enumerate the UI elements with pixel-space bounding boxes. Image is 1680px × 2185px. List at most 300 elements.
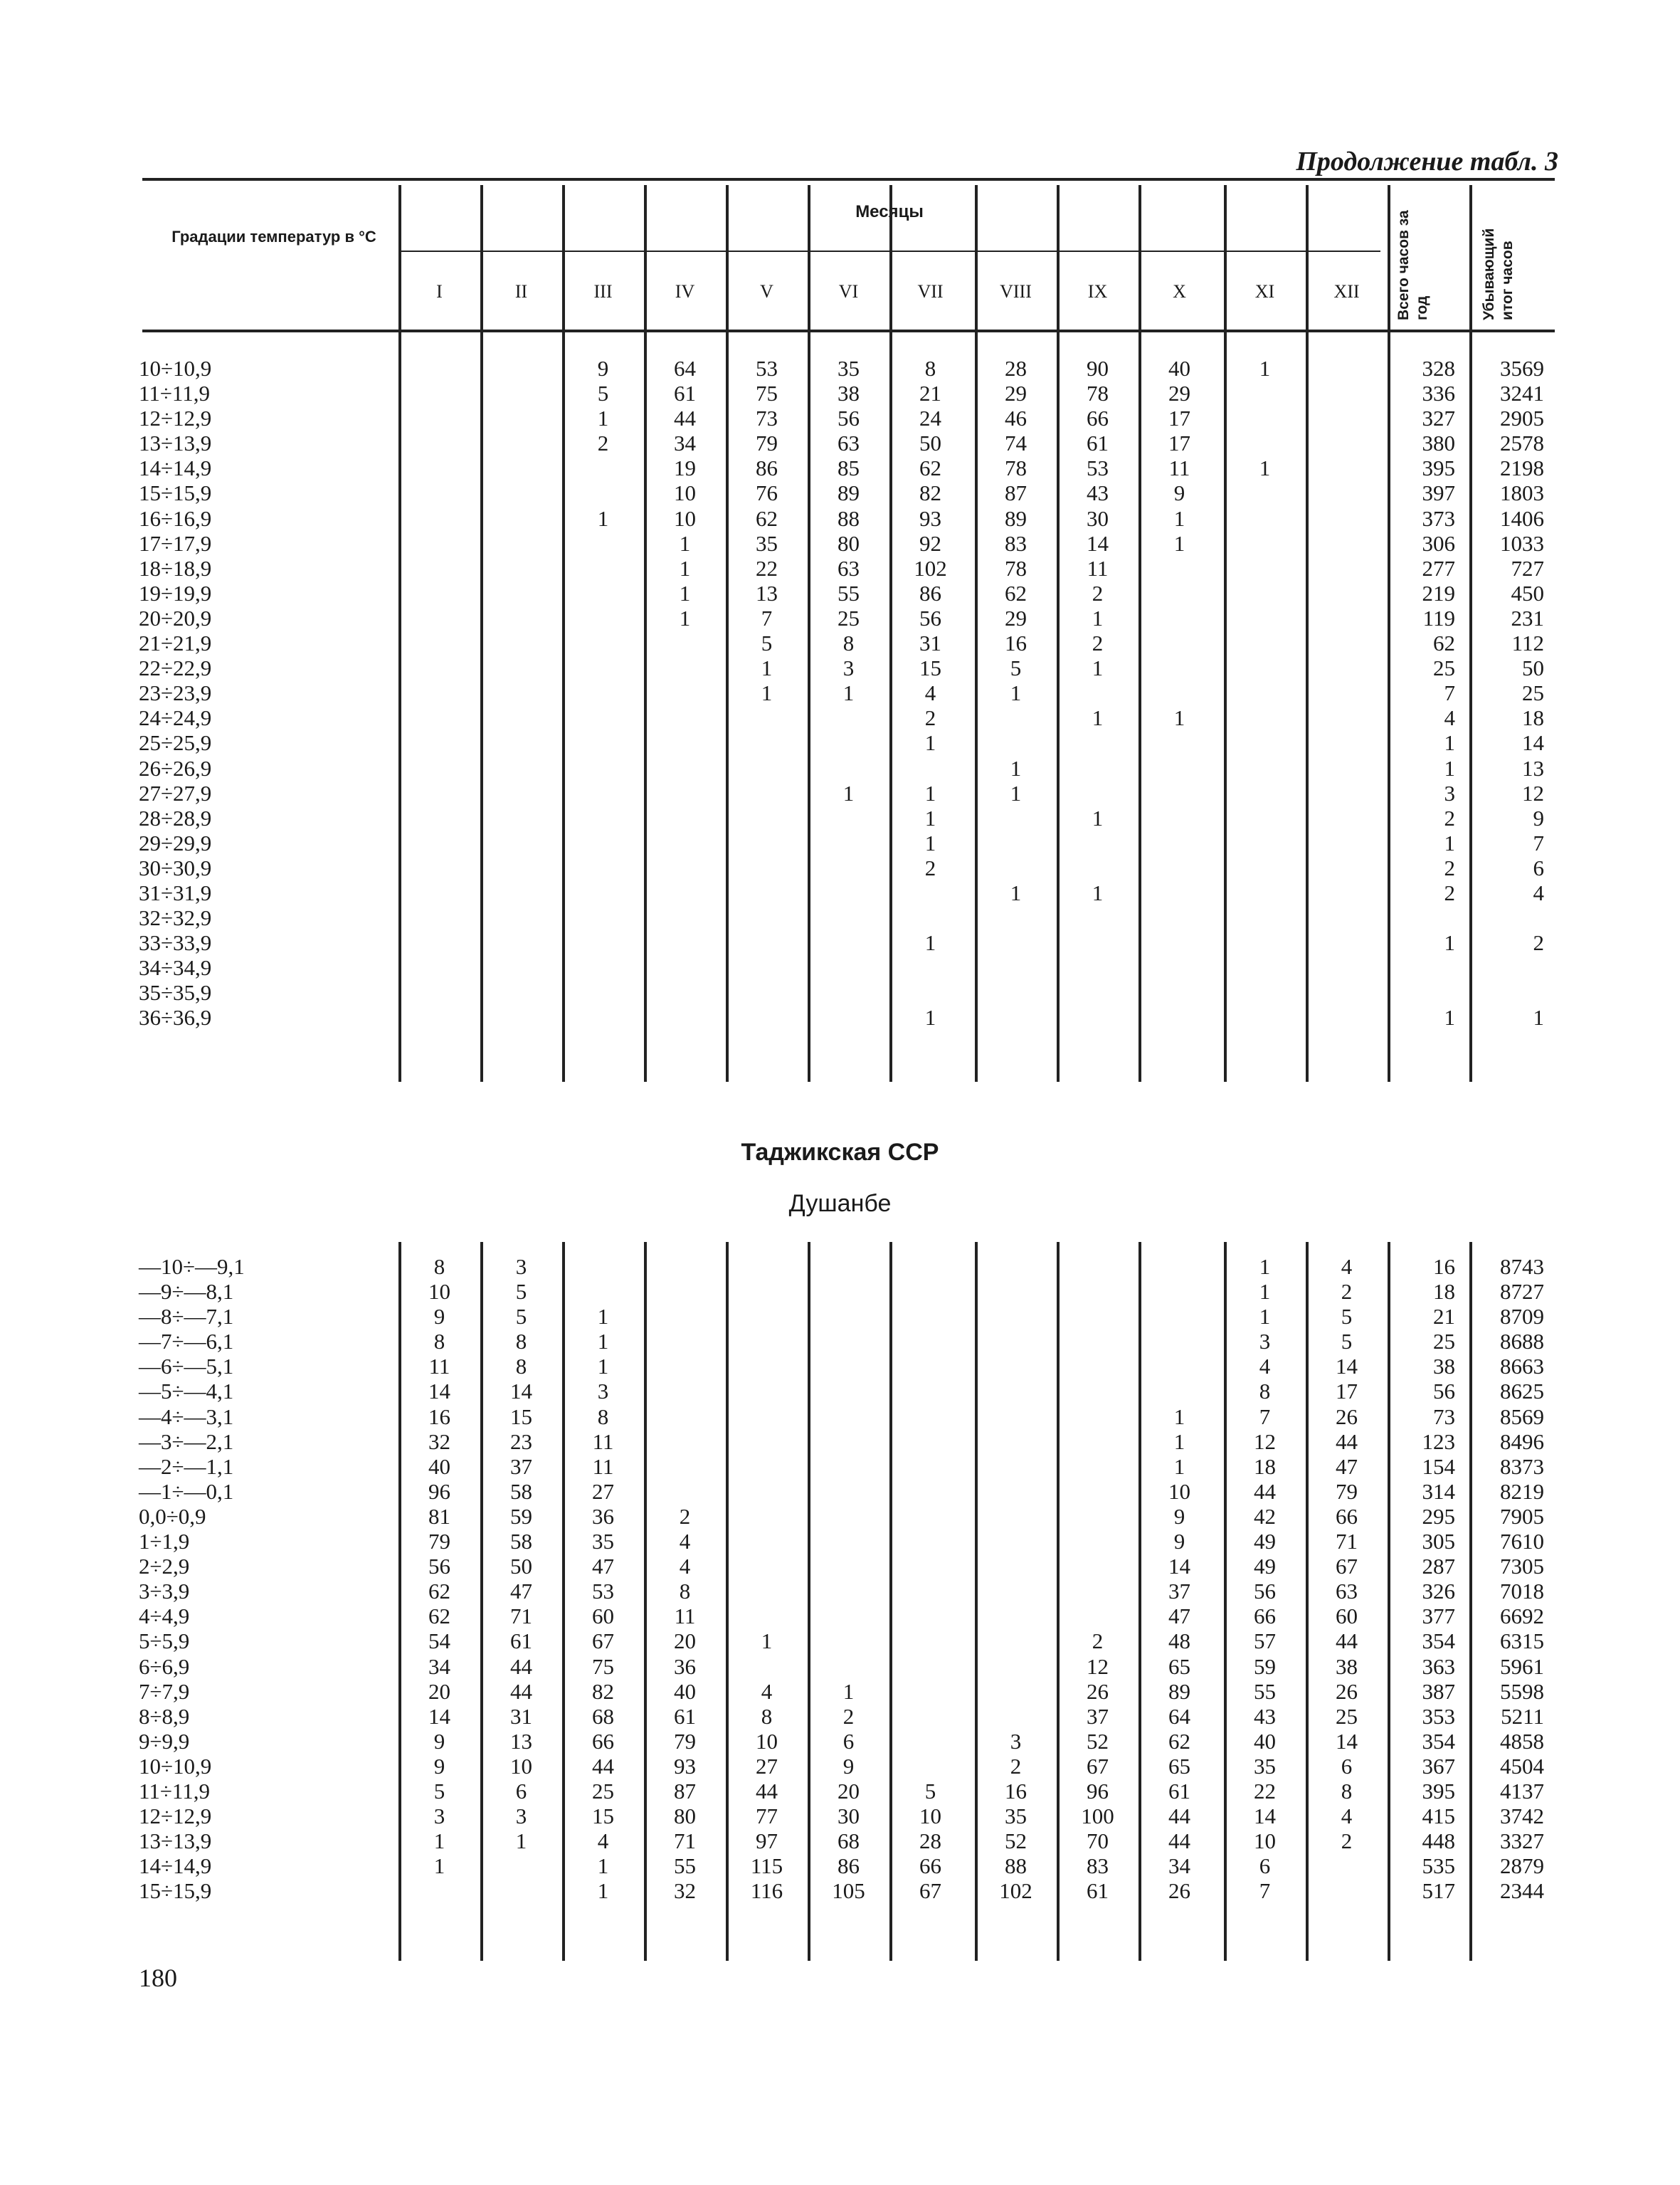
total-cell: 123 (1422, 1428, 1455, 1454)
cumulative-cell: 4137 (1500, 1778, 1544, 1804)
month-cell: 1 (1010, 755, 1022, 781)
temperature-range: 12÷12,9 (139, 406, 212, 431)
cumulative-cell: 14 (1522, 730, 1544, 756)
month-cell: 1 (761, 656, 773, 681)
temperature-range: 32÷32,9 (139, 905, 212, 931)
month-cell: 13 (510, 1728, 532, 1754)
table-row (0, 581, 1680, 606)
month-cell: 49 (1254, 1529, 1276, 1554)
temperature-range: 11÷11,9 (139, 1778, 210, 1804)
month-cell: 4 (1259, 1354, 1271, 1379)
month-cell: 10 (674, 505, 696, 531)
month-cell: 87 (1005, 480, 1027, 506)
month-cell: 65 (1168, 1753, 1190, 1779)
temperature-range: —8÷—7,1 (139, 1304, 234, 1330)
month-cell: 34 (428, 1653, 450, 1679)
month-cell: 8 (924, 356, 936, 381)
month-cell: 7 (1259, 1404, 1271, 1429)
month-cell: 38 (838, 381, 860, 406)
month-header-vi: VI (838, 281, 859, 302)
cumulative-cell: 450 (1511, 580, 1544, 606)
temperature-range: 23÷23,9 (139, 680, 212, 706)
month-cell: 76 (756, 480, 778, 506)
month-cell: 37 (1087, 1703, 1109, 1729)
temperature-range: —5÷—4,1 (139, 1379, 234, 1404)
month-cell: 1 (1092, 805, 1104, 831)
month-cell: 62 (428, 1604, 450, 1629)
month-cell: 14 (1336, 1728, 1358, 1754)
month-cell: 1 (679, 530, 691, 556)
month-cell: 52 (1005, 1828, 1027, 1854)
month-cell: 1 (597, 505, 609, 531)
city-title: Душанбе (788, 1190, 892, 1217)
month-cell: 59 (1254, 1653, 1276, 1679)
month-cell: 82 (919, 480, 941, 506)
temperature-range: 13÷13,9 (139, 431, 212, 456)
temperature-range: 19÷19,9 (139, 580, 212, 606)
month-cell: 1 (924, 805, 936, 831)
month-cell: 71 (1336, 1529, 1358, 1554)
month-cell: 44 (674, 406, 696, 431)
month-cell: 5 (1010, 656, 1022, 681)
month-cell: 66 (1254, 1604, 1276, 1629)
table-row (0, 880, 1680, 905)
month-cell: 79 (1336, 1478, 1358, 1504)
month-cell: 11 (592, 1428, 614, 1454)
total-cell: 327 (1422, 406, 1455, 431)
month-cell: 9 (1173, 1503, 1185, 1529)
month-cell: 68 (838, 1828, 860, 1854)
month-cell: 22 (1254, 1778, 1276, 1804)
month-cell: 44 (592, 1753, 614, 1779)
total-cell: 295 (1422, 1503, 1455, 1529)
month-cell: 2 (597, 431, 609, 456)
month-cell: 44 (1336, 1628, 1358, 1654)
month-cell: 42 (1254, 1503, 1276, 1529)
month-cell: 47 (1336, 1453, 1358, 1479)
month-cell: 5 (597, 381, 609, 406)
month-cell: 32 (428, 1428, 450, 1454)
month-cell: 58 (510, 1529, 532, 1554)
month-cell: 38 (1336, 1653, 1358, 1679)
table-row (0, 1604, 1680, 1628)
month-cell: 6 (515, 1778, 527, 1804)
total-cell: 363 (1422, 1653, 1455, 1679)
month-cell: 80 (674, 1804, 696, 1829)
month-cell: 14 (428, 1703, 450, 1729)
month-cell: 17 (1336, 1379, 1358, 1404)
total-cell: 3 (1444, 780, 1455, 806)
table-row (0, 1654, 1680, 1679)
total-cell: 326 (1422, 1579, 1455, 1604)
month-cell: 29 (1168, 381, 1190, 406)
cumulative-cell: 3569 (1500, 356, 1544, 381)
month-cell: 25 (1336, 1703, 1358, 1729)
table-row (0, 680, 1680, 705)
month-cell: 31 (510, 1703, 532, 1729)
month-cell: 55 (838, 580, 860, 606)
month-cell: 1 (924, 730, 936, 756)
month-cell: 79 (756, 431, 778, 456)
month-cell: 20 (674, 1628, 696, 1654)
temperature-range: 25÷25,9 (139, 730, 212, 756)
temperature-range: 30÷30,9 (139, 855, 212, 880)
month-cell: 56 (1254, 1579, 1276, 1604)
total-year-header: Всего часов за год (1395, 210, 1430, 320)
month-cell: 1 (1173, 1453, 1185, 1479)
temperature-range: 31÷31,9 (139, 880, 212, 905)
total-cell: 380 (1422, 431, 1455, 456)
total-cell: 373 (1422, 505, 1455, 531)
temperature-range: 24÷24,9 (139, 705, 212, 731)
month-cell: 46 (1005, 406, 1027, 431)
month-cell: 1 (924, 780, 936, 806)
cumulative-cell: 50 (1522, 656, 1544, 681)
total-cell: 2 (1444, 880, 1455, 905)
month-cell: 4 (924, 680, 936, 706)
month-cell: 52 (1087, 1728, 1109, 1754)
total-cell: 7 (1444, 680, 1455, 706)
cumulative-cell: 2905 (1500, 406, 1544, 431)
table-row (0, 1853, 1680, 1878)
month-cell: 28 (919, 1828, 941, 1854)
month-cell: 61 (674, 381, 696, 406)
month-cell: 2 (924, 855, 936, 880)
month-cell: 28 (1005, 356, 1027, 381)
table-row (0, 1804, 1680, 1828)
month-cell: 86 (919, 580, 941, 606)
table-row (0, 431, 1680, 456)
table-row (0, 1554, 1680, 1579)
table-row (0, 1779, 1680, 1804)
month-cell: 1 (1259, 1254, 1271, 1279)
total-cell: 397 (1422, 480, 1455, 506)
month-cell: 1 (924, 830, 936, 855)
month-cell: 56 (428, 1554, 450, 1579)
month-cell: 1 (1092, 605, 1104, 631)
month-cell: 27 (592, 1478, 614, 1504)
month-cell: 3 (515, 1254, 527, 1279)
month-cell: 35 (838, 356, 860, 381)
total-cell: 21 (1433, 1304, 1455, 1330)
cumulative-cell: 13 (1522, 755, 1544, 781)
month-cell: 5 (761, 631, 773, 656)
month-cell: 93 (674, 1753, 696, 1779)
month-cell: 43 (1087, 480, 1109, 506)
month-cell: 36 (592, 1503, 614, 1529)
total-cell: 354 (1422, 1628, 1455, 1654)
total-cell: 1 (1444, 830, 1455, 855)
month-cell: 35 (756, 530, 778, 556)
month-cell: 35 (1254, 1753, 1276, 1779)
total-cell: 154 (1422, 1453, 1455, 1479)
month-cell: 15 (919, 656, 941, 681)
month-cell: 11 (1168, 456, 1190, 481)
month-cell: 9 (433, 1304, 445, 1330)
continuation-label: Продолжение табл. 3 (1296, 147, 1558, 177)
month-cell: 1 (924, 930, 936, 956)
month-cell: 56 (838, 406, 860, 431)
month-cell: 4 (679, 1529, 691, 1554)
temperature-range: —2÷—1,1 (139, 1453, 234, 1479)
month-cell: 14 (510, 1379, 532, 1404)
month-cell: 9 (842, 1753, 855, 1779)
temperature-range: 5÷5,9 (139, 1628, 190, 1654)
month-cell: 66 (919, 1853, 941, 1879)
month-cell: 64 (1168, 1703, 1190, 1729)
cumulative-cell: 5598 (1500, 1678, 1544, 1704)
month-cell: 102 (999, 1878, 1032, 1904)
temperature-range: —3÷—2,1 (139, 1428, 234, 1454)
total-cell: 4 (1444, 705, 1455, 731)
month-cell: 56 (919, 605, 941, 631)
month-cell: 1 (597, 1878, 609, 1904)
month-cell: 5 (433, 1778, 445, 1804)
table-row (0, 905, 1680, 930)
total-cell: 1 (1444, 930, 1455, 956)
month-cell: 40 (428, 1453, 450, 1479)
month-cell: 5 (1341, 1329, 1353, 1354)
month-cell: 4 (761, 1678, 773, 1704)
month-cell: 10 (1168, 1478, 1190, 1504)
table-row (0, 1354, 1680, 1379)
month-cell: 1 (1010, 680, 1022, 706)
month-cell: 29 (1005, 381, 1027, 406)
table-row (0, 356, 1680, 381)
temperature-range: 36÷36,9 (139, 1005, 212, 1031)
month-cell: 62 (1005, 580, 1027, 606)
month-cell: 2 (1092, 631, 1104, 656)
temperature-range: 29÷29,9 (139, 830, 212, 855)
month-cell: 55 (1254, 1678, 1276, 1704)
temperature-range: 28÷28,9 (139, 805, 212, 831)
total-cell: 354 (1422, 1728, 1455, 1754)
month-cell: 89 (1168, 1678, 1190, 1704)
month-cell: 2 (1092, 1628, 1104, 1654)
month-cell: 75 (592, 1653, 614, 1679)
month-cell: 24 (919, 406, 941, 431)
month-cell: 11 (674, 1604, 696, 1629)
section-title: Таджикская ССР (741, 1139, 939, 1166)
table-row (0, 1504, 1680, 1529)
month-cell: 116 (750, 1878, 783, 1904)
total-cell: 328 (1422, 356, 1455, 381)
temperature-range: —9÷—8,1 (139, 1279, 234, 1305)
table-row (0, 855, 1680, 880)
month-cell: 87 (674, 1778, 696, 1804)
month-cell: 16 (1005, 1778, 1027, 1804)
month-cell: 1 (679, 555, 691, 581)
cumulative-cell: 6692 (1500, 1604, 1544, 1629)
cumulative-cell: 8569 (1500, 1404, 1544, 1429)
month-cell: 10 (428, 1279, 450, 1305)
table-row (0, 980, 1680, 1005)
cumulative-cell: 7905 (1500, 1503, 1544, 1529)
month-cell: 40 (674, 1678, 696, 1704)
month-cell: 63 (838, 555, 860, 581)
table-row (0, 781, 1680, 806)
month-cell: 61 (1087, 1878, 1109, 1904)
month-cell: 1 (679, 605, 691, 631)
total-cell: 395 (1422, 456, 1455, 481)
table-row (0, 831, 1680, 855)
table-row (0, 1579, 1680, 1604)
month-cell: 1 (1173, 530, 1185, 556)
temperature-range: 16÷16,9 (139, 505, 212, 531)
month-cell: 40 (1254, 1728, 1276, 1754)
month-cell: 1 (1092, 656, 1104, 681)
cumulative-cell: 8496 (1500, 1428, 1544, 1454)
total-cell: 1 (1444, 730, 1455, 756)
month-cell: 1 (842, 680, 855, 706)
month-cell: 44 (1168, 1828, 1190, 1854)
month-cell: 11 (592, 1453, 614, 1479)
month-cell: 61 (510, 1628, 532, 1654)
total-cell: 1 (1444, 755, 1455, 781)
month-cell: 26 (1336, 1404, 1358, 1429)
month-cell: 8 (433, 1254, 445, 1279)
month-cell: 4 (679, 1554, 691, 1579)
total-cell: 448 (1422, 1828, 1455, 1854)
month-cell: 13 (756, 580, 778, 606)
month-cell: 37 (510, 1453, 532, 1479)
cumulative-cell: 2578 (1500, 431, 1544, 456)
month-cell: 73 (756, 406, 778, 431)
total-cell: 277 (1422, 555, 1455, 581)
month-cell: 12 (1087, 1653, 1109, 1679)
month-cell: 12 (1254, 1428, 1276, 1454)
month-cell: 1 (679, 580, 691, 606)
temperature-range: 10÷10,9 (139, 1753, 212, 1779)
month-cell: 2 (1341, 1279, 1353, 1305)
month-cell: 1 (1092, 705, 1104, 731)
month-cell: 26 (1168, 1878, 1190, 1904)
month-cell: 11 (1087, 555, 1109, 581)
month-cell: 1 (1259, 456, 1271, 481)
month-cell: 79 (428, 1529, 450, 1554)
total-cell: 535 (1422, 1853, 1455, 1879)
total-cell: 25 (1433, 656, 1455, 681)
total-cell: 387 (1422, 1678, 1455, 1704)
month-cell: 10 (674, 480, 696, 506)
cumulative-cell: 8743 (1500, 1254, 1544, 1279)
month-cell: 67 (1087, 1753, 1109, 1779)
month-cell: 14 (1336, 1354, 1358, 1379)
month-cell: 17 (1168, 431, 1190, 456)
table-row (0, 1828, 1680, 1853)
month-cell: 6 (1341, 1753, 1353, 1779)
month-cell: 9 (433, 1728, 445, 1754)
month-cell: 50 (919, 431, 941, 456)
cumulative-cell: 3327 (1500, 1828, 1544, 1854)
month-cell: 26 (1336, 1678, 1358, 1704)
month-cell: 36 (674, 1653, 696, 1679)
month-cell: 25 (592, 1778, 614, 1804)
month-cell: 1 (597, 1354, 609, 1379)
total-cell: 367 (1422, 1753, 1455, 1779)
month-header-v: V (760, 281, 773, 302)
month-header-x: X (1173, 281, 1186, 302)
month-header-xi: XI (1254, 281, 1275, 302)
temperature-range: 21÷21,9 (139, 631, 212, 656)
total-cell: 2 (1444, 855, 1455, 880)
month-cell: 48 (1168, 1628, 1190, 1654)
month-cell: 2 (1092, 580, 1104, 606)
month-cell: 3 (1259, 1329, 1271, 1354)
month-cell: 77 (756, 1804, 778, 1829)
table2-body (0, 1254, 1680, 1903)
month-cell: 63 (1336, 1579, 1358, 1604)
month-cell: 26 (1087, 1678, 1109, 1704)
month-cell: 97 (756, 1828, 778, 1854)
total-cell: 56 (1433, 1379, 1455, 1404)
month-cell: 29 (1005, 605, 1027, 631)
table-row (0, 955, 1680, 980)
month-cell: 40 (1168, 356, 1190, 381)
month-cell: 15 (592, 1804, 614, 1829)
cumulative-cell: 8625 (1500, 1379, 1544, 1404)
month-cell: 35 (592, 1529, 614, 1554)
temperature-range: 27÷27,9 (139, 780, 212, 806)
temperature-range: 26÷26,9 (139, 755, 212, 781)
table-row (0, 806, 1680, 831)
month-cell: 30 (838, 1804, 860, 1829)
total-cell: 16 (1433, 1254, 1455, 1279)
temperature-range: 14÷14,9 (139, 456, 212, 481)
month-cell: 1 (761, 1628, 773, 1654)
cumulative-cell: 8688 (1500, 1329, 1544, 1354)
month-cell: 82 (592, 1678, 614, 1704)
month-cell: 47 (592, 1554, 614, 1579)
temperature-range: 20÷20,9 (139, 605, 212, 631)
table-row (0, 606, 1680, 631)
month-cell: 7 (761, 605, 773, 631)
total-cell: 395 (1422, 1778, 1455, 1804)
cumulative-cell: 1803 (1500, 480, 1544, 506)
month-cell: 3 (597, 1379, 609, 1404)
cumulative-cell: 5211 (1501, 1703, 1544, 1729)
cumulative-cell: 9 (1533, 805, 1544, 831)
temperature-range: 0,0÷0,9 (139, 1503, 206, 1529)
month-cell: 47 (1168, 1604, 1190, 1629)
month-cell: 8 (1259, 1379, 1271, 1404)
month-cell: 57 (1254, 1628, 1276, 1654)
total-cell: 314 (1422, 1478, 1455, 1504)
month-cell: 96 (1087, 1778, 1109, 1804)
temperature-range: 1÷1,9 (139, 1529, 190, 1554)
total-cell: 353 (1422, 1703, 1455, 1729)
month-cell: 53 (592, 1579, 614, 1604)
cumulative-cell: 727 (1511, 555, 1544, 581)
month-cell: 74 (1005, 431, 1027, 456)
temperature-range: 7÷7,9 (139, 1678, 190, 1704)
month-cell: 80 (838, 530, 860, 556)
month-cell: 67 (1336, 1554, 1358, 1579)
cumulative-cell: 18 (1522, 705, 1544, 731)
cumulative-cell: 8373 (1500, 1453, 1544, 1479)
table-row (0, 1304, 1680, 1329)
cumulative-header: Убывающий итог часов (1481, 228, 1516, 320)
total-cell: 306 (1422, 530, 1455, 556)
temperature-range: 13÷13,9 (139, 1828, 212, 1854)
month-cell: 8 (515, 1354, 527, 1379)
table-row (0, 1878, 1680, 1903)
month-cell: 47 (510, 1579, 532, 1604)
month-cell: 4 (1341, 1254, 1353, 1279)
month-cell: 14 (1087, 530, 1109, 556)
month-cell: 9 (1173, 480, 1185, 506)
month-cell: 18 (1254, 1453, 1276, 1479)
